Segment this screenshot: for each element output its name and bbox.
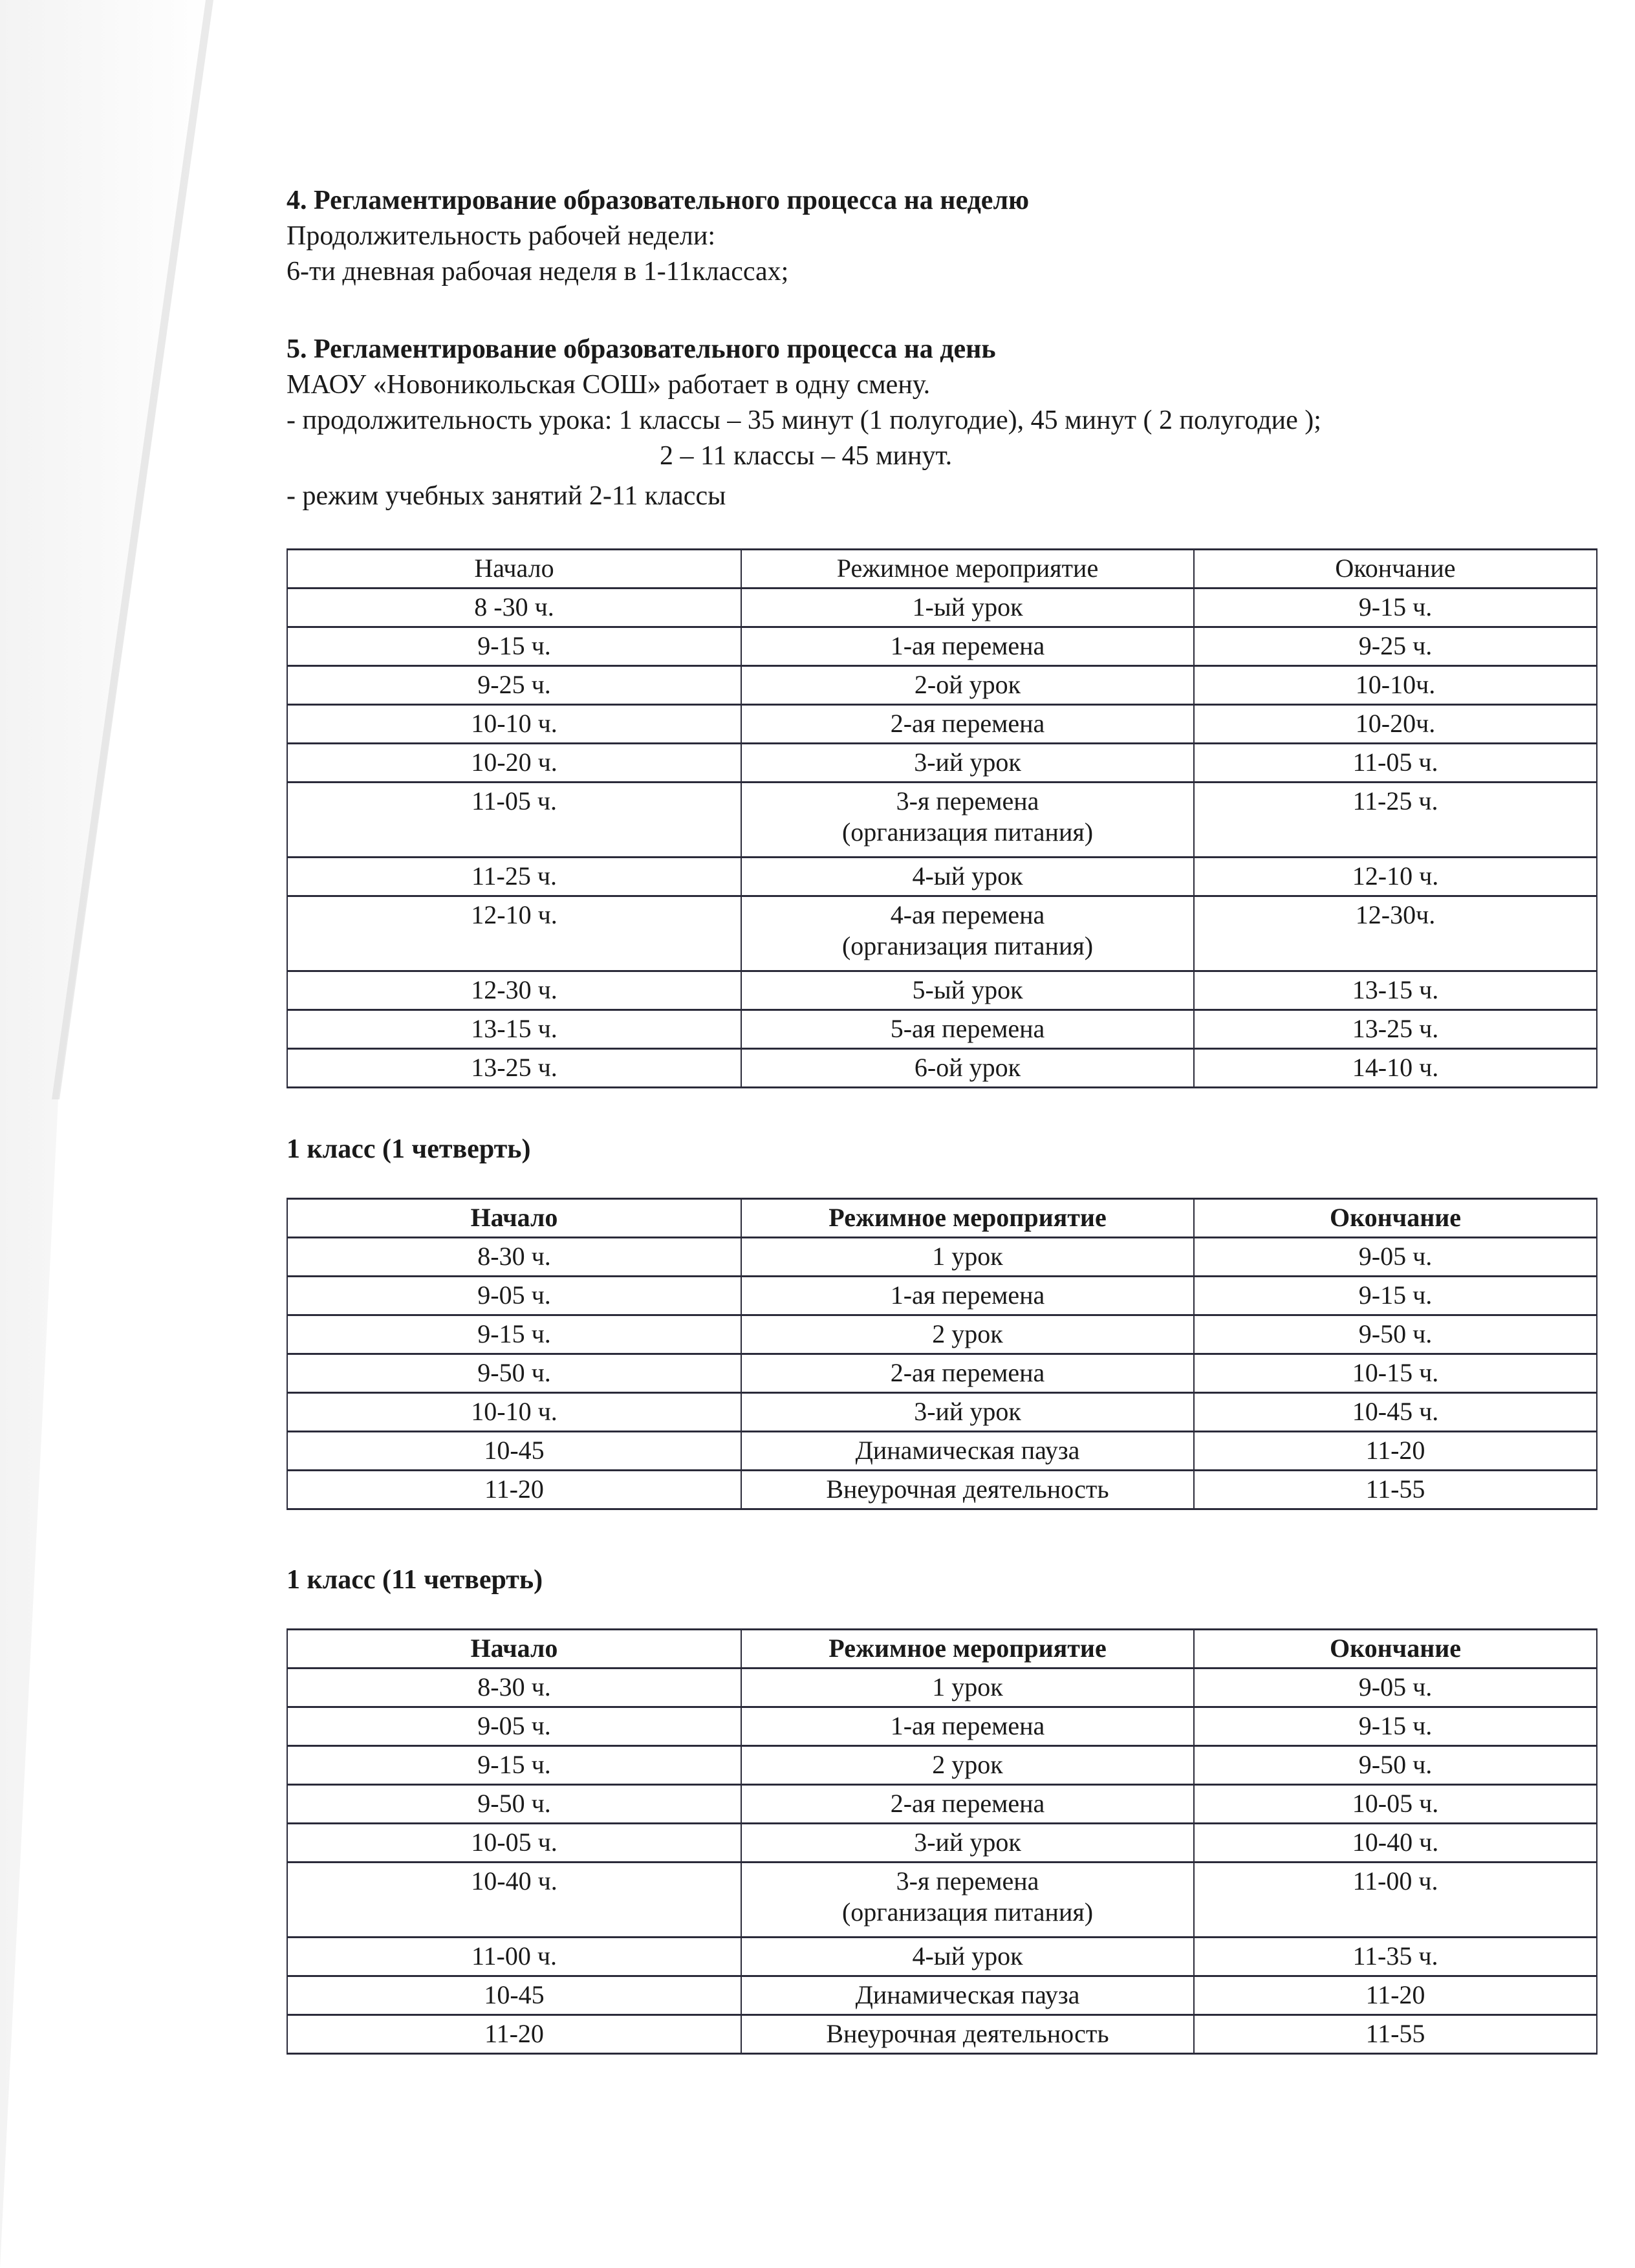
cell-start: 11-00 ч. xyxy=(287,1938,741,1976)
cell-start: 8 -30 ч. xyxy=(287,589,741,627)
cell-end: 10-15 ч. xyxy=(1194,1354,1597,1393)
cell-start: 10-20 ч. xyxy=(287,744,741,783)
cell-start: 10-40 ч. xyxy=(287,1863,741,1938)
cell-start: 10-45 xyxy=(287,1432,741,1471)
cell-event: 1 урок xyxy=(741,1238,1194,1277)
cell-start: 10-10 ч. xyxy=(287,705,741,744)
cell-event-line2: (организация питания) xyxy=(841,1897,1094,1927)
header-start: Начало xyxy=(287,1630,741,1669)
table-row xyxy=(287,783,1597,858)
cell-end: 11-00 ч. xyxy=(1194,1863,1597,1938)
cell-end: 14-10 ч. xyxy=(1194,1049,1597,1088)
cell-start: 12-30 ч. xyxy=(287,971,741,1010)
cell-event: Внеурочная деятельность xyxy=(741,1471,1194,1509)
scan-fold-shadow xyxy=(0,0,213,2268)
table-row xyxy=(287,1432,1597,1471)
cell-end: 9-05 ч. xyxy=(1194,1238,1597,1277)
table-row xyxy=(287,627,1597,666)
cell-end: 10-10ч. xyxy=(1194,666,1597,705)
schedule-table-2-11 xyxy=(287,548,1597,1088)
cell-end: 11-20 xyxy=(1194,1432,1597,1471)
cell-event: 2 урок xyxy=(741,1746,1194,1785)
cell-event: 1-ая перемена xyxy=(741,1277,1194,1315)
table-row xyxy=(287,1938,1597,1976)
table-row xyxy=(287,2015,1597,2054)
table-row xyxy=(287,1393,1597,1432)
cell-event: 2-ая перемена xyxy=(741,1785,1194,1824)
cell-start: 10-05 ч. xyxy=(287,1824,741,1863)
cell-event: 2-ая перемена xyxy=(741,1354,1194,1393)
cell-event: 4-ый урок xyxy=(741,1938,1194,1976)
table-row xyxy=(287,589,1597,627)
cell-start: 13-15 ч. xyxy=(287,1010,741,1049)
cell-start: 9-05 ч. xyxy=(287,1277,741,1315)
cell-event: Динамическая пауза xyxy=(741,1976,1194,2015)
header-event: Режимное мероприятие xyxy=(741,1199,1194,1238)
cell-start: 11-20 xyxy=(287,1471,741,1509)
cell-end: 10-20ч. xyxy=(1194,705,1597,744)
header-end: Окончание xyxy=(1194,1630,1597,1669)
table-header-row xyxy=(287,1199,1597,1238)
table-header-row xyxy=(287,1630,1597,1669)
section4-line1: Продолжительность рабочей недели: xyxy=(287,221,716,251)
cell-event-line1: 4-ая перемена xyxy=(890,900,1045,929)
cell-start: 9-15 ч. xyxy=(287,1315,741,1354)
header-start: Начало xyxy=(287,550,741,589)
cell-start: 8-30 ч. xyxy=(287,1669,741,1707)
table-row xyxy=(287,1010,1597,1049)
cell-start: 8-30 ч. xyxy=(287,1238,741,1277)
section4-line2: 6-ти дневная рабочая неделя в 1-11классах; xyxy=(287,257,789,286)
section4-heading: 4. Регламентирование образовательного процесса на неделю xyxy=(287,186,1030,215)
cell-end: 9-50 ч. xyxy=(1194,1315,1597,1354)
cell-start: 9-15 ч. xyxy=(287,1746,741,1785)
header-end: Окончание xyxy=(1194,550,1597,589)
table-row xyxy=(287,744,1597,783)
cell-end: 11-25 ч. xyxy=(1194,783,1597,858)
cell-event: 3-ий урок xyxy=(741,744,1194,783)
cell-event: 2-ой урок xyxy=(741,666,1194,705)
cell-event-line1: 3-я перемена xyxy=(896,786,1039,815)
table-row xyxy=(287,666,1597,705)
cell-end: 11-20 xyxy=(1194,1976,1597,2015)
cell-end: 12-30ч. xyxy=(1194,896,1597,971)
cell-end: 10-40 ч. xyxy=(1194,1824,1597,1863)
cell-start: 10-45 xyxy=(287,1976,741,2015)
cell-end: 10-45 ч. xyxy=(1194,1393,1597,1432)
cell-event: 2-ая перемена xyxy=(741,705,1194,744)
cell-end: 13-25 ч. xyxy=(1194,1010,1597,1049)
table-row xyxy=(287,1785,1597,1824)
cell-event: 3-ий урок xyxy=(741,1393,1194,1432)
table-row xyxy=(287,1049,1597,1088)
table-row xyxy=(287,1707,1597,1746)
cell-event: 5-ая перемена xyxy=(741,1010,1194,1049)
cell-event: Динамическая пауза xyxy=(741,1432,1194,1471)
cell-event: 6-ой урок xyxy=(741,1049,1194,1088)
cell-end: 9-15 ч. xyxy=(1194,1277,1597,1315)
class1-q1-title: 1 класс (1 четверть) xyxy=(287,1134,531,1164)
cell-start: 11-25 ч. xyxy=(287,858,741,896)
table-row xyxy=(287,1669,1597,1707)
cell-end: 13-15 ч. xyxy=(1194,971,1597,1010)
table-row xyxy=(287,1746,1597,1785)
cell-event: 3-ий урок xyxy=(741,1824,1194,1863)
cell-event: 1-ая перемена xyxy=(741,627,1194,666)
cell-start: 11-20 xyxy=(287,2015,741,2054)
schedule-table-class1-q2 xyxy=(287,1628,1597,2055)
cell-event xyxy=(741,783,1194,858)
cell-event xyxy=(741,1863,1194,1938)
table-row xyxy=(287,1277,1597,1315)
section5-heading: 5. Регламентирование образовательного процесса на день xyxy=(287,334,996,364)
cell-start: 9-50 ч. xyxy=(287,1354,741,1393)
table-row xyxy=(287,971,1597,1010)
cell-end: 9-50 ч. xyxy=(1194,1746,1597,1785)
cell-end: 9-25 ч. xyxy=(1194,627,1597,666)
table-row xyxy=(287,1238,1597,1277)
cell-start: 9-15 ч. xyxy=(287,627,741,666)
cell-start: 10-10 ч. xyxy=(287,1393,741,1432)
cell-end: 9-05 ч. xyxy=(1194,1669,1597,1707)
section5-line1: МАОУ «Новоникольская СОШ» работает в одну смену. xyxy=(287,370,931,400)
cell-event-line1: 3-я перемена xyxy=(896,1866,1039,1895)
cell-end: 9-15 ч. xyxy=(1194,1707,1597,1746)
cell-event-line2: (организация питания) xyxy=(841,817,1094,847)
table-row xyxy=(287,1863,1597,1938)
cell-start: 9-50 ч. xyxy=(287,1785,741,1824)
table-row xyxy=(287,1976,1597,2015)
section5-line4: - режим учебных занятий 2-11 классы xyxy=(287,481,726,511)
cell-start: 11-05 ч. xyxy=(287,783,741,858)
cell-end: 12-10 ч. xyxy=(1194,858,1597,896)
cell-end: 11-35 ч. xyxy=(1194,1938,1597,1976)
table-row xyxy=(287,896,1597,971)
header-start: Начало xyxy=(287,1199,741,1238)
class1-q2-title: 1 класс (11 четверть) xyxy=(287,1565,543,1595)
cell-start: 9-25 ч. xyxy=(287,666,741,705)
cell-end: 9-15 ч. xyxy=(1194,589,1597,627)
cell-event xyxy=(741,896,1194,971)
schedule-table-class1-q1 xyxy=(287,1198,1597,1510)
section5-line3: 2 – 11 классы – 45 минут. xyxy=(660,441,953,471)
table-header-row xyxy=(287,550,1597,589)
cell-end: 11-55 xyxy=(1194,1471,1597,1509)
header-event: Режимное мероприятие xyxy=(741,550,1194,589)
cell-event: Внеурочная деятельность xyxy=(741,2015,1194,2054)
cell-event-line2: (организация питания) xyxy=(841,931,1094,960)
table-row xyxy=(287,1354,1597,1393)
cell-start: 12-10 ч. xyxy=(287,896,741,971)
cell-end: 11-55 xyxy=(1194,2015,1597,2054)
table-row xyxy=(287,1824,1597,1863)
table-row xyxy=(287,1315,1597,1354)
cell-event: 4-ый урок xyxy=(741,858,1194,896)
cell-start: 9-05 ч. xyxy=(287,1707,741,1746)
section5-line2: - продолжительность урока: 1 классы – 35 минут (1 полугодие), 45 минут ( 2 полугодие ); xyxy=(287,405,1321,435)
table-row xyxy=(287,1471,1597,1509)
table-row xyxy=(287,858,1597,896)
cell-event: 2 урок xyxy=(741,1315,1194,1354)
header-end: Окончание xyxy=(1194,1199,1597,1238)
cell-start: 13-25 ч. xyxy=(287,1049,741,1088)
cell-end: 10-05 ч. xyxy=(1194,1785,1597,1824)
cell-event: 5-ый урок xyxy=(741,971,1194,1010)
cell-end: 11-05 ч. xyxy=(1194,744,1597,783)
cell-event: 1 урок xyxy=(741,1669,1194,1707)
cell-event: 1-ая перемена xyxy=(741,1707,1194,1746)
cell-event: 1-ый урок xyxy=(741,589,1194,627)
header-event: Режимное мероприятие xyxy=(741,1630,1194,1669)
table-row xyxy=(287,705,1597,744)
